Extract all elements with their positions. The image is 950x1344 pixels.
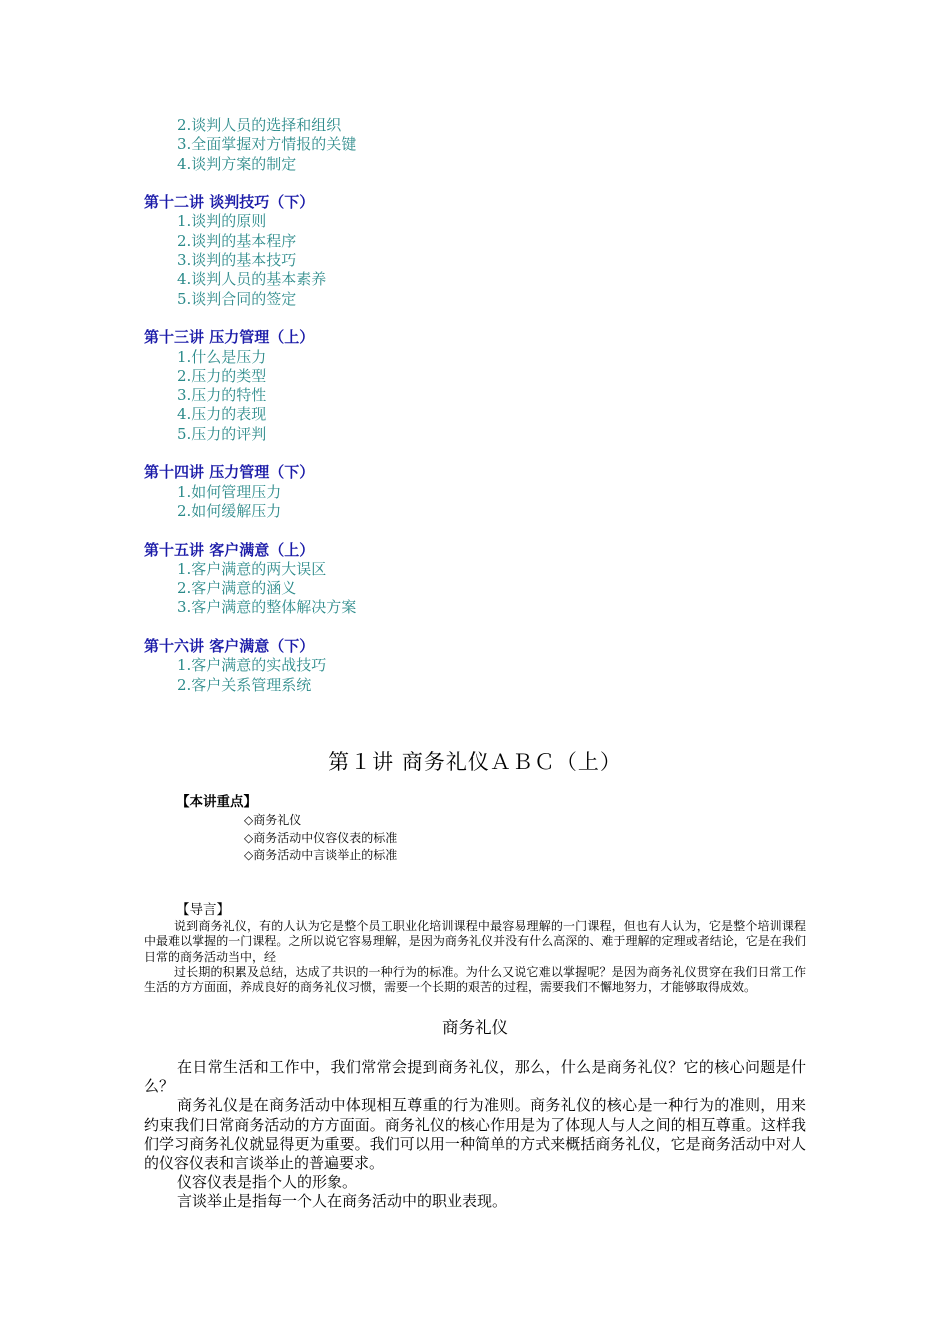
toc-item[interactable]: 1.谈判的原则 bbox=[177, 212, 267, 231]
body-paragraph: 商务礼仪是在商务活动中体现相互尊重的行为准则。商务礼仪的核心是一种行为的准则，用来约束我们日常商务活动的方方面面。商务礼仪的核心作用是为了体现人与人之间的相互尊重。这样我们学习商务礼仪就显得更为重要。我们可以用一种简单的方式来概括商务礼仪，它是商务活动中对人的仪容仪表和言谈举止的普遍要求。 bbox=[144, 1096, 806, 1173]
toc-item[interactable]: 2.压力的类型 bbox=[177, 366, 267, 385]
toc-lecture-15 bbox=[144, 541, 744, 618]
body-text bbox=[144, 1058, 806, 1212]
keypoints-label: 【本讲重点】 bbox=[176, 794, 257, 810]
toc-spacer bbox=[144, 618, 744, 637]
toc-item[interactable]: 3.谈判的基本技巧 bbox=[177, 251, 297, 270]
toc-spacer bbox=[144, 309, 744, 328]
section-title: 商务礼仪 bbox=[442, 1018, 508, 1037]
toc-item[interactable]: 4.谈判方案的制定 bbox=[177, 154, 297, 173]
toc-item[interactable]: 2.客户关系管理系统 bbox=[177, 675, 312, 694]
toc-lecture-14 bbox=[144, 463, 744, 521]
toc-item[interactable]: 4.压力的表现 bbox=[177, 405, 267, 424]
toc-lecture-13 bbox=[144, 328, 744, 444]
toc-item[interactable]: 3.客户满意的整体解决方案 bbox=[177, 598, 357, 617]
intro-text bbox=[144, 919, 806, 995]
body-paragraph: 在日常生活和工作中，我们常常会提到商务礼仪，那么，什么是商务礼仪？它的核心问题是什么？ bbox=[144, 1058, 806, 1096]
body-paragraph: 仪容仪表是指个人的形象。 bbox=[177, 1173, 358, 1192]
toc-lecture-16 bbox=[144, 637, 744, 695]
toc-lecture-heading[interactable]: 第十六讲 客户满意（下） bbox=[144, 637, 315, 656]
intro-label: 【导言】 bbox=[176, 902, 230, 918]
toc-spacer bbox=[144, 174, 744, 193]
body-paragraph: 言谈举止是指每一个人在商务活动中的职业表现。 bbox=[177, 1192, 508, 1211]
toc-item[interactable]: 3.全面掌握对方情报的关键 bbox=[177, 135, 357, 154]
lecture-title: 第１讲 商务礼仪ＡＢＣ（上） bbox=[328, 750, 622, 774]
toc-item[interactable]: 5.压力的评判 bbox=[177, 424, 267, 443]
toc-item[interactable]: 3.压力的特性 bbox=[177, 386, 267, 405]
toc-item[interactable]: 2.谈判的基本程序 bbox=[177, 231, 297, 250]
toc-item[interactable]: 2.客户满意的涵义 bbox=[177, 579, 297, 598]
toc-lecture-heading[interactable]: 第十三讲 压力管理（上） bbox=[144, 328, 315, 347]
toc-item[interactable]: 2.如何缓解压力 bbox=[177, 501, 282, 520]
toc-lecture-heading[interactable]: 第十二讲 谈判技巧（下） bbox=[144, 193, 315, 212]
keypoint-item: ◇商务活动中仪容仪表的标准 bbox=[244, 830, 398, 845]
toc-spacer bbox=[144, 521, 744, 540]
toc-item[interactable]: 1.如何管理压力 bbox=[177, 482, 282, 501]
toc-lecture-heading[interactable]: 第十四讲 压力管理（下） bbox=[144, 463, 315, 482]
toc-item[interactable]: 5.谈判合同的签定 bbox=[177, 289, 297, 308]
intro-paragraph: 过长期的积累及总结，达成了共识的一种行为的标准。为什么又说它难以掌握呢？是因为商务礼仪贯穿在我们日常工作生活的方方面面，养成良好的商务礼仪习惯，需要一个长期的艰苦的过程，需要我们不懈地努力，才能够取得成效。 bbox=[144, 964, 806, 995]
toc-lecture-heading[interactable]: 第十五讲 客户满意（上） bbox=[144, 540, 315, 559]
toc-item[interactable]: 1.客户满意的两大误区 bbox=[177, 559, 327, 578]
toc-spacer bbox=[144, 444, 744, 463]
keypoints-list bbox=[244, 812, 397, 865]
toc-item[interactable]: 4.谈判人员的基本素养 bbox=[177, 270, 327, 289]
keypoint-item: ◇商务活动中言谈举止的标准 bbox=[244, 848, 398, 862]
toc-lecture-12 bbox=[144, 193, 744, 309]
toc-item[interactable]: 1.什么是压力 bbox=[177, 347, 267, 366]
intro-paragraph: 说到商务礼仪，有的人认为它是整个员工职业化培训课程中最容易理解的一门课程，但也有人认为，它是整个培训课程中最难以掌握的一门课程。之所以说它容易理解，是因为商务礼仪并没有什么高深的、难于理解的定理或者结论，它是在我们日常的商务活动当中，经 bbox=[144, 919, 806, 964]
keypoint-item: ◇商务礼仪 bbox=[244, 813, 302, 827]
toc-continued-items bbox=[144, 116, 744, 174]
table-of-contents bbox=[144, 116, 744, 695]
toc-item[interactable]: 2.谈判人员的选择和组织 bbox=[177, 116, 342, 134]
toc-item[interactable]: 1.客户满意的实战技巧 bbox=[177, 656, 327, 675]
